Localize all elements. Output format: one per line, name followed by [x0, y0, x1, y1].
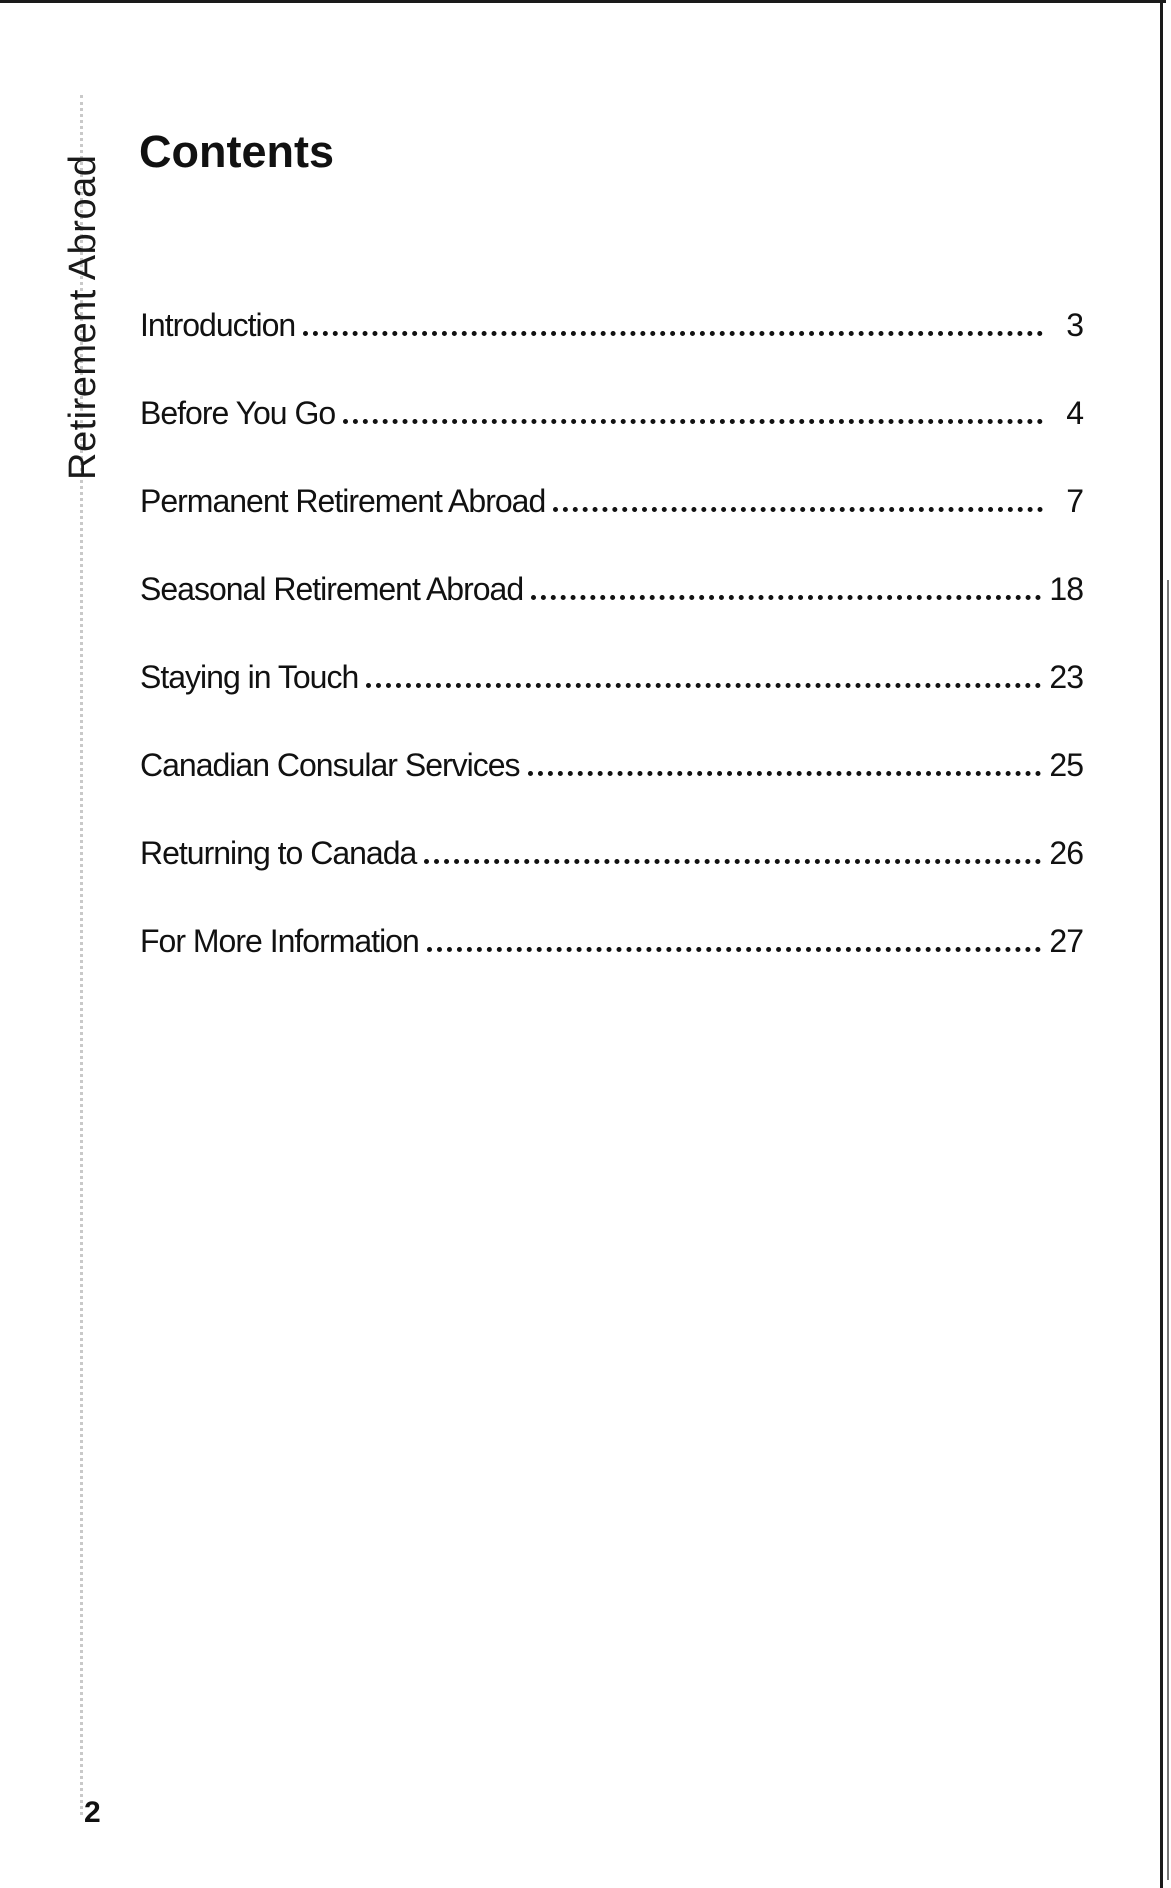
table-of-contents	[140, 262, 1083, 966]
toc-entry-title: For More Information	[140, 923, 419, 959]
toc-entry-title: Permanent Retirement Abroad	[140, 483, 546, 519]
toc-entry-introduction[interactable]	[140, 262, 1083, 350]
dot-leader	[366, 683, 1041, 688]
dot-leader	[553, 507, 1043, 512]
toc-entry-title: Canadian Consular Services	[140, 747, 520, 783]
toc-entry-consular-services[interactable]	[140, 702, 1083, 790]
toc-entry-title: Seasonal Retirement Abroad	[140, 571, 524, 607]
toc-entry-page: 7	[1066, 483, 1083, 519]
toc-entry-page: 4	[1066, 395, 1083, 431]
toc-entry-returning-to-canada[interactable]	[140, 790, 1083, 878]
running-header: Retirement Abroad	[62, 154, 104, 480]
dot-leader	[531, 595, 1041, 600]
toc-entry-seasonal-retirement[interactable]	[140, 526, 1083, 614]
toc-entry-page: 3	[1066, 307, 1083, 343]
page-edge-shadow	[1167, 580, 1169, 1880]
toc-entry-before-you-go[interactable]	[140, 350, 1083, 438]
toc-entry-title: Before You Go	[140, 395, 336, 431]
toc-entry-title: Introduction	[140, 307, 296, 343]
page-edge-top	[0, 0, 1166, 3]
dot-leader	[303, 331, 1043, 336]
dot-leader	[424, 859, 1041, 864]
page-title: Contents	[139, 126, 334, 177]
toc-entry-staying-in-touch[interactable]	[140, 614, 1083, 702]
dot-leader	[343, 419, 1043, 424]
toc-entry-page: 18	[1049, 571, 1083, 607]
page-number: 2	[84, 1796, 101, 1829]
toc-entry-title: Returning to Canada	[140, 835, 417, 871]
toc-entry-page: 27	[1049, 923, 1083, 959]
dot-leader	[528, 771, 1042, 776]
toc-entry-title: Staying in Touch	[140, 659, 359, 695]
toc-entry-page: 23	[1049, 659, 1083, 695]
page-edge-right	[1160, 0, 1163, 1888]
toc-entry-more-information[interactable]	[140, 878, 1083, 966]
dot-leader	[427, 947, 1042, 952]
toc-entry-page: 25	[1049, 747, 1083, 783]
toc-entry-page: 26	[1049, 835, 1083, 871]
toc-entry-permanent-retirement[interactable]	[140, 438, 1083, 526]
